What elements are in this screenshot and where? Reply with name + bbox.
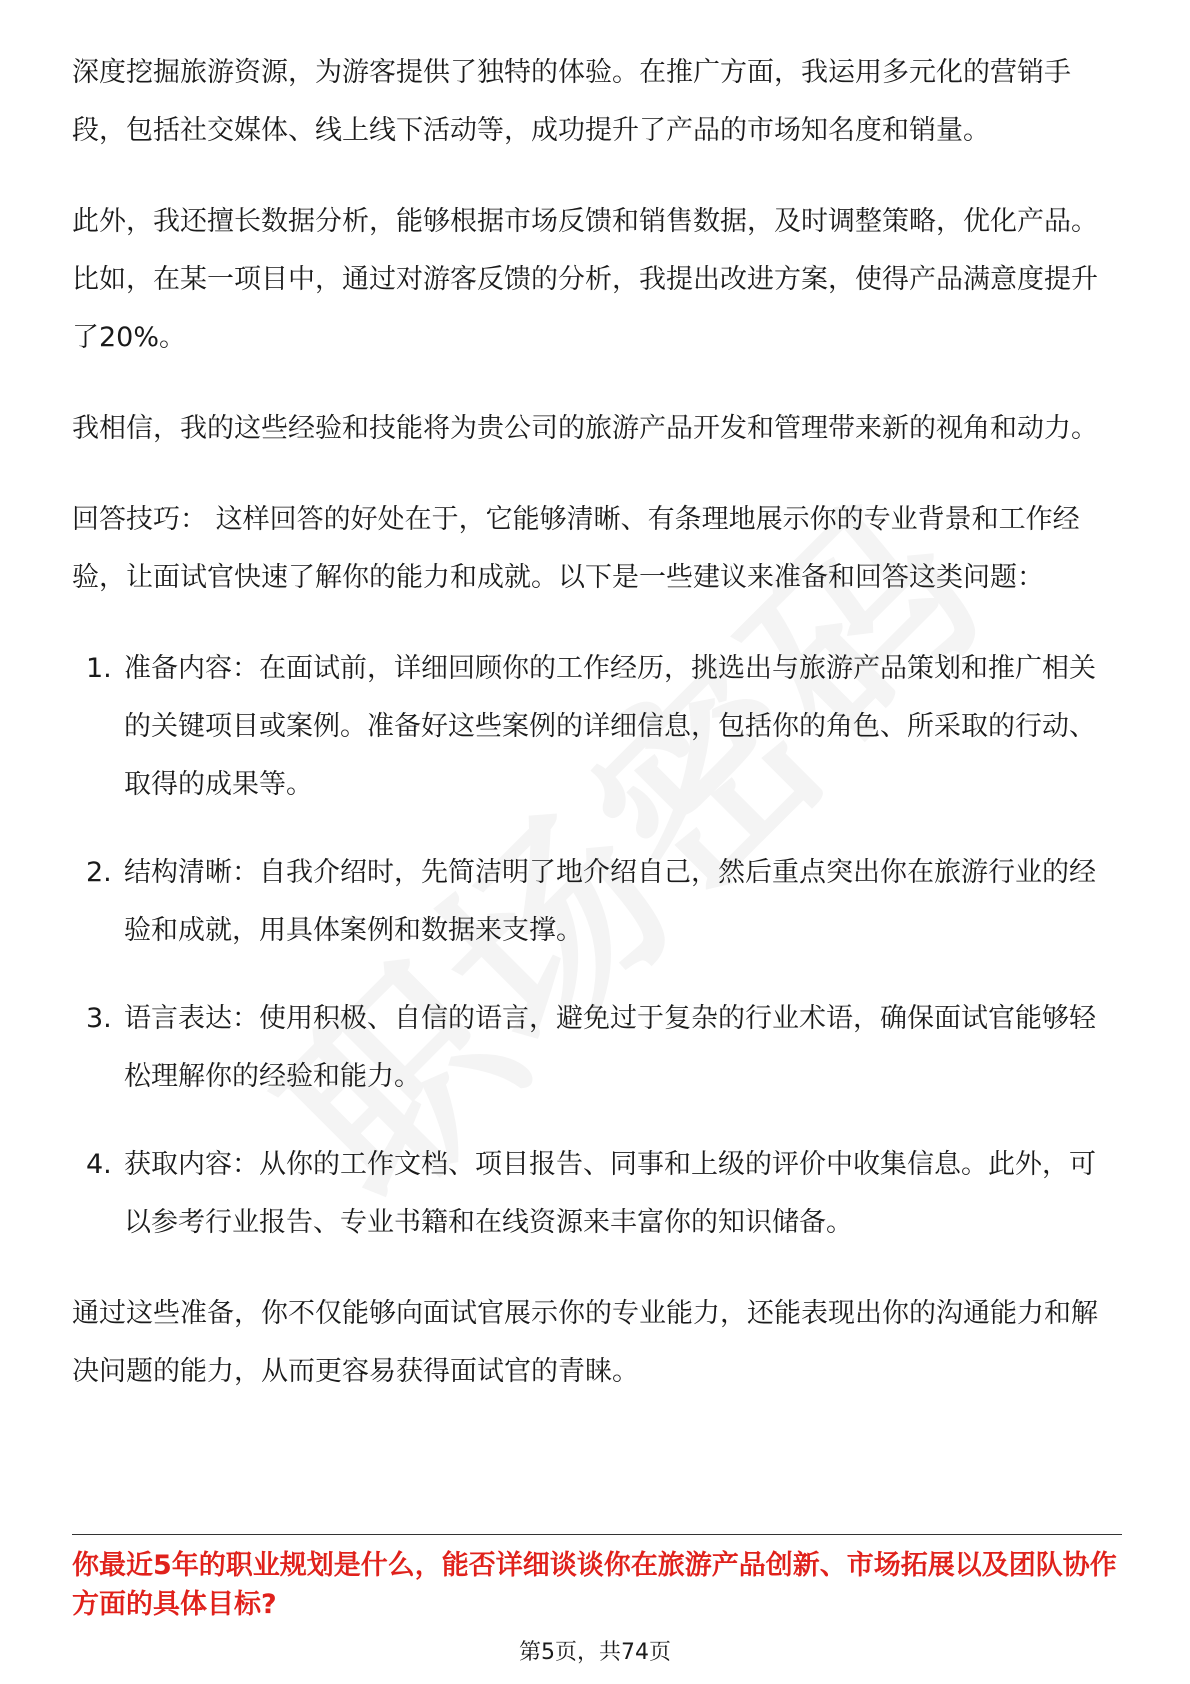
section-divider	[72, 1534, 1122, 1535]
list-number: 4.	[86, 1149, 112, 1180]
paragraph-closing: 通过这些准备，你不仅能够向面试官展示你的专业能力，还能表现出你的沟通能力和解决问题的能力，从而更容易获得面试官的青睐。	[72, 1298, 1098, 1387]
tips-list	[72, 640, 1122, 1252]
tips-list-item	[72, 640, 1122, 814]
tips-list-item	[72, 1136, 1122, 1252]
body-content	[72, 44, 1122, 1434]
list-item-text: 准备内容：在面试前，详细回顾你的工作经历，挑选出与旅游产品策划和推广相关的关键项目或案例。准备好这些案例的详细信息，包括你的角色、所采取的行动、取得的成果等。	[124, 653, 1096, 800]
tips-list-item	[72, 990, 1122, 1106]
tips-list-item	[72, 844, 1122, 960]
paragraph-data-analysis: 此外，我还擅长数据分析，能够根据市场反馈和销售数据，及时调整策略，优化产品。比如，在某一项目中，通过对游客反馈的分析，我提出改进方案，使得产品满意度提升了20%。	[72, 206, 1098, 353]
paragraph-answer-tips: 回答技巧： 这样回答的好处在于，它能够清晰、有条理地展示你的专业背景和工作经验，让面试官快速了解你的能力和成就。以下是一些建议来准备和回答这类问题：	[72, 504, 1080, 593]
paragraph-experience: 深度挖掘旅游资源，为游客提供了独特的体验。在推广方面，我运用多元化的营销手段，包括社交媒体、线上线下活动等，成功提升了产品的市场知名度和销量。	[72, 57, 1071, 146]
list-item-text: 结构清晰：自我介绍时，先简洁明了地介绍自己，然后重点突出你在旅游行业的经验和成就，用具体案例和数据来支撑。	[124, 857, 1096, 946]
next-question-heading: 你最近5年的职业规划是什么，能否详细谈谈你在旅游产品创新、市场拓展以及团队协作方面的具体目标?	[72, 1550, 1117, 1620]
page-number-footer: 第5页，共74页	[519, 1640, 671, 1665]
list-number: 1.	[86, 653, 112, 684]
paragraph-belief: 我相信，我的这些经验和技能将为贵公司的旅游产品开发和管理带来新的视角和动力。	[72, 413, 1098, 444]
list-item-text: 语言表达：使用积极、自信的语言，避免过于复杂的行业术语，确保面试官能够轻松理解你的经验和能力。	[124, 1003, 1096, 1092]
list-item-text: 获取内容：从你的工作文档、项目报告、同事和上级的评价中收集信息。此外，可以参考行业报告、专业书籍和在线资源来丰富你的知识储备。	[124, 1149, 1096, 1238]
list-number: 2.	[86, 857, 112, 888]
list-number: 3.	[86, 1003, 112, 1034]
